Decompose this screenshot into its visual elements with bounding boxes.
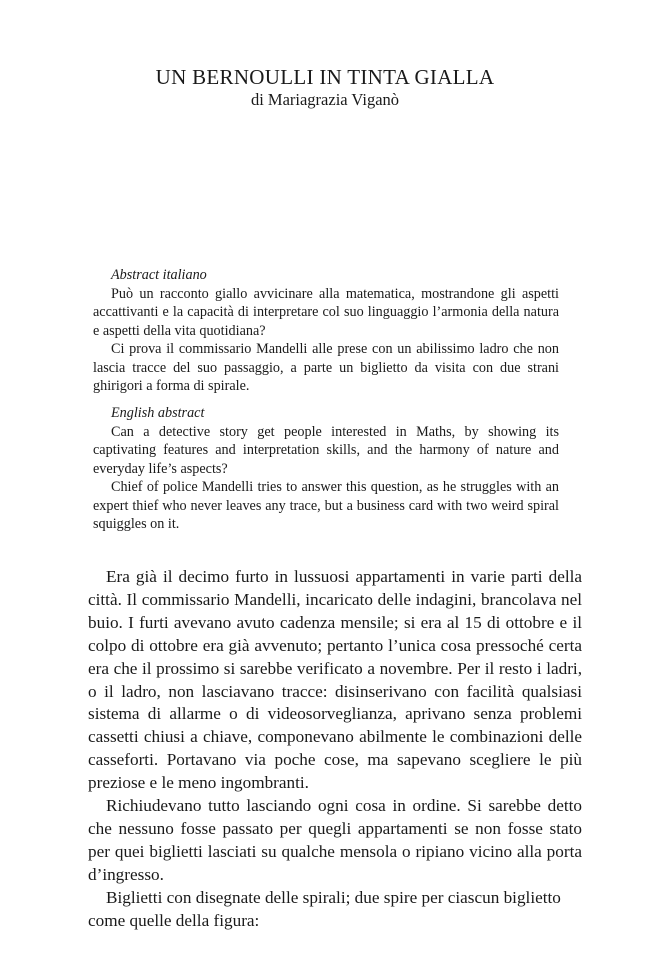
body-paragraph: Era già il decimo furto in lussuosi appartamenti in varie parti della città. Il commissario Mandelli, incaricato delle indagini, brancolava nel buio. I furti avevano avuto cadenza mensile; si era al 15 di ottobre e il colpo di ottobre era già avvenuto; pertanto l’unica cosa pressoché certa era che il prossimo si sarebbe verificato a novembre. Per il resto i ladri, o il ladro, non lasciavano tracce: disinserivano con facilità qualsiasi sistema di allarme o di videosorveglianza, aprivano senza problemi cassetti chiusi a chiave, componevano abilmente le combinazioni delle casseforti. Portavano via poche cose, ma sapevano scegliere le più preziose e le meno ingombranti. [88,567,582,793]
abstract-italian-paragraph: Può un racconto giallo avvicinare alla matematica, mostrandone gli aspetti accattivanti e la capacità di interpretare col suo linguaggio l’armonia della natura e aspetti della vita quotidiana? [93,285,559,339]
abstract-english-heading: English abstract [111,405,205,421]
abstract-english [93,404,559,534]
body-text [88,566,582,933]
abstract-italian-heading: Abstract italiano [111,267,207,283]
abstract-italian [93,266,559,396]
body-paragraph: Biglietti con disegnate delle spirali; due spire per ciascun biglietto come quelle della figura: [88,887,561,930]
abstract-english-paragraph: Chief of police Mandelli tries to answer this question, as he struggles with an expert thief who never leaves any trace, but a business card with two weird spiral squiggles on it. [93,479,559,532]
body-paragraph: Richiudevano tutto lasciando ogni cosa in ordine. Si sarebbe detto che nessuno fosse passato per quegli appartamenti se non fosse stato per quei biglietti lasciati su qualche mensola o ripiano vicino alla porta d’ingresso. [88,796,582,884]
abstract-english-paragraph: Can a detective story get people interested in Maths, by showing its captivating features and interpretation skills, and the harmony of nature and everyday life’s aspects? [93,423,559,477]
article-author: di Mariagrazia Viganò [250,90,400,109]
article-title: UN BERNOULLI IN TINTA GIALLA [155,65,495,89]
abstract-italian-paragraph: Ci prova il commissario Mandelli alle prese con un abilissimo ladro che non lascia tracce del suo passaggio, a parte un biglietto da visita con due strani ghirigori a forma di spirale. [93,341,559,394]
